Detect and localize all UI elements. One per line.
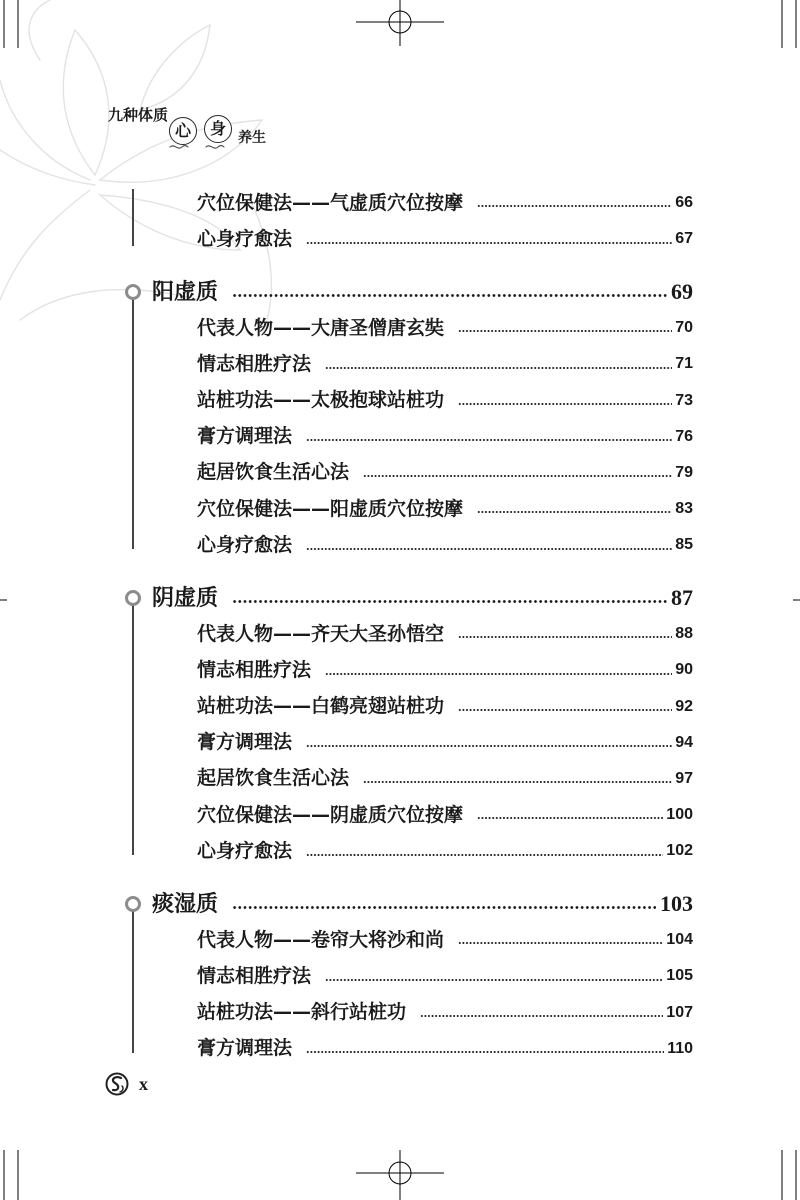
- toc-entry-title: 心身疗愈法: [197, 839, 293, 862]
- toc-section-title: 阴虚质: [152, 584, 219, 611]
- toc-entry: [0, 419, 800, 455]
- toc-section-yin-deficiency: [0, 580, 800, 870]
- toc-entry-title: 穴位保健法——阳虚质穴位按摩: [197, 497, 464, 520]
- toc-entry: [0, 833, 800, 869]
- toc-entry: [0, 491, 800, 527]
- header-char-2: 身: [209, 119, 226, 138]
- toc-entry-page: 70: [675, 319, 693, 337]
- dot-leader: [477, 797, 663, 833]
- dot-leader: [306, 833, 663, 869]
- header-wave-ornament-icon: [166, 142, 236, 152]
- toc-entry-title: 起居饮食生活心法: [197, 461, 350, 484]
- registration-mark-top: [356, 0, 444, 46]
- dot-leader: [325, 958, 663, 994]
- running-header: [0, 0, 300, 160]
- toc-entry-page: 110: [667, 1039, 693, 1057]
- ring-bullet-icon: [125, 590, 141, 606]
- toc-section-title: 阳虚质: [152, 278, 219, 305]
- toc-entry-page: 105: [666, 967, 693, 985]
- toc-section-page: 69: [671, 278, 693, 304]
- toc-entry-title: 情志相胜疗法: [197, 964, 312, 987]
- header-circled-char-2: [204, 115, 232, 143]
- dot-leader: [363, 761, 672, 797]
- ring-bullet-icon: [125, 896, 141, 912]
- dot-leader: [306, 1031, 664, 1067]
- toc-entry-title: 起居饮食生活心法: [197, 767, 350, 790]
- toc-entry: [0, 1031, 800, 1067]
- ring-bullet-icon: [125, 284, 141, 300]
- dot-leader: [306, 419, 672, 455]
- toc-entry: [0, 958, 800, 994]
- toc-entry-page: 90: [675, 661, 693, 679]
- table-of-contents: [0, 185, 800, 1067]
- toc-entry-page: 85: [675, 536, 693, 554]
- toc-entry-page: 73: [675, 391, 693, 409]
- toc-section-page: 87: [671, 584, 693, 610]
- toc-entry-title: 穴位保健法——气虚质穴位按摩: [197, 191, 464, 214]
- toc-entry-title: 膏方调理法: [197, 1037, 293, 1060]
- dot-leader: [458, 310, 672, 346]
- toc-entry-page: 104: [666, 931, 693, 949]
- toc-entry: [0, 382, 800, 418]
- toc-section-heading: [0, 580, 800, 616]
- toc-section-heading: [0, 886, 800, 922]
- toc-entry-page: 83: [675, 500, 693, 518]
- dot-leader: [477, 185, 672, 221]
- dot-leader: [325, 346, 672, 382]
- page-number: x: [139, 1074, 148, 1094]
- swirl-emblem-icon: [104, 1071, 130, 1097]
- header-char-1: 心: [174, 121, 191, 140]
- toc-entry: [0, 725, 800, 761]
- toc-entry: [0, 688, 800, 724]
- toc-entry-title: 站桩功法——斜行站桩功: [197, 1001, 407, 1024]
- dot-leader: [306, 725, 672, 761]
- toc-entry-title: 心身疗愈法: [197, 227, 293, 250]
- toc-entry-page: 97: [675, 769, 693, 787]
- toc-entry-page: 102: [666, 842, 693, 860]
- toc-entry: [0, 346, 800, 382]
- dot-leader: [325, 652, 672, 688]
- toc-entry: [0, 310, 800, 346]
- toc-section-yang-deficiency: [0, 274, 800, 564]
- toc-entry-title: 代表人物——卷帘大将沙和尚: [197, 928, 445, 951]
- toc-entry-page: 67: [675, 230, 693, 248]
- toc-entry-page: 66: [675, 194, 693, 212]
- toc-entry-title: 穴位保健法——阴虚质穴位按摩: [197, 803, 464, 826]
- dot-leader: [458, 688, 672, 724]
- toc-entry-page: 92: [675, 697, 693, 715]
- toc-entry-title: 代表人物——大唐圣僧唐玄奘: [197, 316, 445, 339]
- dot-leader: [232, 274, 667, 310]
- toc-entry: [0, 616, 800, 652]
- crop-mark-bottom-left: [4, 1150, 18, 1200]
- toc-entry: [0, 994, 800, 1030]
- toc-entry: [0, 761, 800, 797]
- toc-entry-title: 心身疗愈法: [197, 533, 293, 556]
- dot-leader: [363, 455, 672, 491]
- toc-entry-page: 107: [666, 1003, 693, 1021]
- toc-entry-title: 膏方调理法: [197, 425, 293, 448]
- toc-entry-page: 94: [675, 733, 693, 751]
- toc-section-heading: [0, 274, 800, 310]
- toc-entry-title: 代表人物——齐天大圣孙悟空: [197, 622, 445, 645]
- dot-leader: [458, 616, 672, 652]
- toc-entry-page: 71: [675, 355, 693, 373]
- toc-entry-title: 站桩功法——太极抱球站桩功: [197, 389, 445, 412]
- toc-entry-page: 100: [666, 806, 693, 824]
- header-title-suffix: 养生: [238, 130, 266, 146]
- page-footer: [104, 1070, 148, 1098]
- dot-leader: [458, 382, 672, 418]
- toc-continued-block: [0, 185, 800, 257]
- toc-entry-title: 膏方调理法: [197, 731, 293, 754]
- toc-section-phlegm-dampness: [0, 886, 800, 1067]
- dot-leader: [232, 886, 656, 922]
- dot-leader: [477, 491, 672, 527]
- header-circled-char-1: [169, 117, 197, 145]
- crop-mark-top-right: [782, 0, 796, 48]
- toc-entry: [0, 797, 800, 833]
- toc-entry: [0, 455, 800, 491]
- toc-entry: [0, 527, 800, 563]
- toc-entry: [0, 652, 800, 688]
- toc-entry: [0, 221, 800, 257]
- dot-leader: [306, 221, 672, 257]
- toc-section-page: 103: [660, 890, 693, 916]
- dot-leader: [458, 922, 663, 958]
- toc-entry-page: 88: [675, 625, 693, 643]
- crop-mark-bottom-right: [782, 1150, 796, 1200]
- toc-entry: [0, 922, 800, 958]
- registration-mark-bottom: [356, 1150, 444, 1200]
- dot-leader: [306, 527, 672, 563]
- toc-entry: [0, 185, 800, 221]
- dot-leader: [232, 580, 667, 616]
- toc-entry-title: 情志相胜疗法: [197, 658, 312, 681]
- header-title-prefix: 九种体质: [108, 106, 169, 124]
- toc-entry-page: 79: [675, 463, 693, 481]
- toc-entry-title: 情志相胜疗法: [197, 352, 312, 375]
- toc-section-title: 痰湿质: [152, 890, 219, 917]
- dot-leader: [420, 994, 663, 1030]
- toc-entry-page: 76: [675, 427, 693, 445]
- toc-entry-title: 站桩功法——白鹤亮翅站桩功: [197, 695, 445, 718]
